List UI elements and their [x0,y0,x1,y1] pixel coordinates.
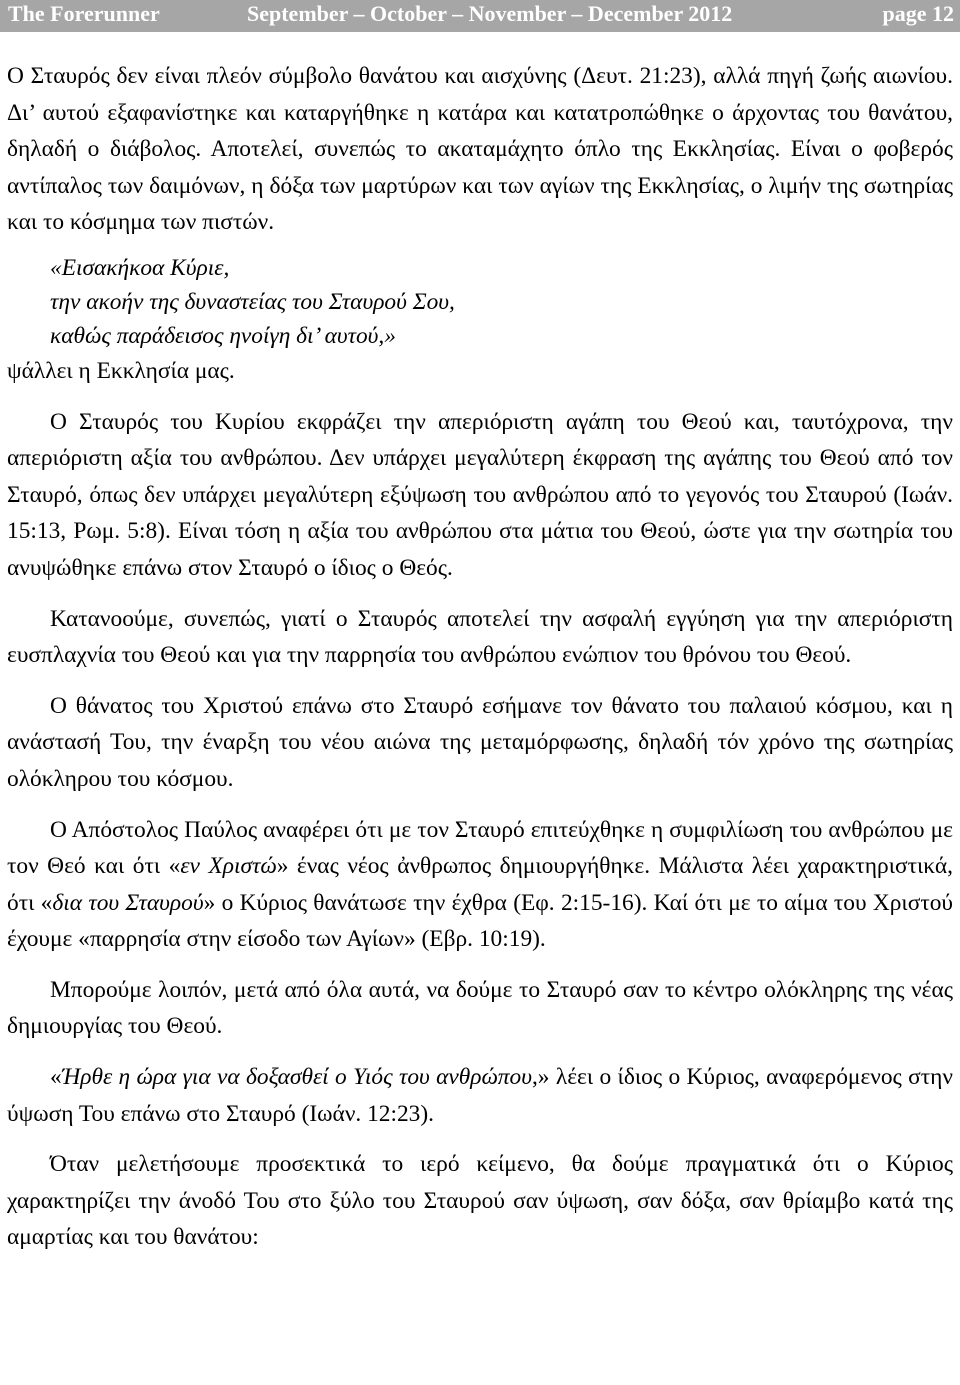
article-body [7,58,953,1256]
italic-phrase: δια του Σταυρού [52,889,204,916]
paragraph-4: Ο θάνατος του Χριστού επάνω στο Σταυρό εσήμανε τον θάνατο του παλαιού κόσμου, και η ανάστασή Του, την έναρξη του νέου αιώνα της μεταμόρφωσης, δηλαδή τόν χρόνο της σωτηρίας ολόκληρου του κόσμου. [7,692,953,792]
text-run: ,» λέει ο ίδιος ο Κύριος, αναφερόμενος στην ύψωση Του επάνω στο Σταυρό (Ιωάν. 12:23). [7,1064,953,1127]
paragraph-2: Ο Σταυρός του Κυρίου εκφράζει την απεριόριστη αγάπη του Θεού και, ταυτόχρονα, την απεριόριστη αξία του ανθρώπου. Δεν υπάρχει μεγαλύτερη έκφραση της αγάπης του Θεού από τον Σταυρό, όπως δεν υπάρχει μεγαλύτερη εξύψωση του ανθρώπου από το γεγονός του Σταυρού (Ιωάν. 15:13, Ρωμ. 5:8). Είναι τόση η αξία του ανθρώπου στα μάτια του Θεού, ώστε για την σωτηρία του ανυψώθηκε επάνω στον Σταυρό ο ίδιος ο Θεός. [7,408,953,581]
quote-line: «Εισακήκοα Κύριε, [50,254,230,281]
publication-title: The Forerunner [8,1,160,26]
page-number: page 12 [882,1,954,26]
italic-phrase: Ήρθε η ώρα για να δοξασθεί ο Υιός του ανθρώπου [61,1064,532,1091]
text-run: « [50,1064,62,1091]
quote-line: καθώς παράδεισος ηνοίγη δι’ αυτού,» [50,322,396,349]
paragraph-5 [7,812,953,958]
text-run: Ο Απόστολος Παύλος αναφέρει ότι με τον Σταυρό επιτεύχθηκε η συμφιλίωση του ανθρώπου με τον Θεό και ότι « [7,816,953,880]
hymn-quote [7,251,953,353]
text-run: » ένας νέος ἀνθρωπος δημιουργήθηκε. Μάλιστα λέει χαρακτηριστικά, ότι « [7,853,953,916]
paragraph-3: Κατανοούμε, συνεπώς, γιατί ο Σταυρός αποτελεί την ασφαλή εγγύηση για την απεριόριστη ευσπλαχνία του Θεού και για την παρρησία του ανθρώπου ενώπιον του θρόνου του Θεού. [7,605,953,669]
paragraph-8: Όταν μελετήσουμε προσεκτικά το ιερό κείμενο, θα δούμε πραγματικά ότι ο Κύριος χαρακτηρίζει την άνοδό Του στο ξύλο του Σταυρού σαν ύψωση, σαν δόξα, σαν θρίαμβο κατά της αμαρτίας και του θανάτου: [7,1151,953,1251]
issue-date: September – October – November – December 2012 [247,1,733,26]
page-header [0,0,960,32]
paragraph-7 [7,1059,953,1132]
quote-line: την ακοήν της δυναστείας του Σταυρού Σου, [50,288,455,315]
quote-attribution: ψάλλει η Εκκλησία μας. [7,357,235,384]
paragraph-1: Ο Σταυρός δεν είναι πλεόν σύμβολο θανάτου και αισχύνης (Δευτ. 21:23), αλλά πηγή ζωής αιωνίου. Δι’ αυτού εξαφανίστηκε και καταργήθηκε η κατάρα και κατατροπώθηκε ο άρχοντας του θανάτου, δηλαδή ο διάβολος. Αποτελεί, συνεπώς το ακαταμάχητο όπλο της Εκκλησίας. Είναι ο φοβερός αντίπαλος των δαιμόνων, η δόξα των μαρτύρων και των αγίων της Εκκλησίας, ο λιμήν της σωτηρίας και το κόσμημα των πιστών. [7,63,953,236]
text-run: » ο Κύριος θανάτωσε την έχθρα (Εφ. 2:15-16). Καί ότι με το αίμα του Χριστού έχουμε «παρρησία στην είσοδο των Αγίων» (Εβρ. 10:19). [7,889,954,953]
italic-phrase: εν Χριστώ [180,853,277,880]
paragraph-6: Μπορούμε λοιπόν, μετά από όλα αυτά, να δούμε το Σταυρό σαν το κέντρο ολόκληρης της νέας δημιουργίας του Θεού. [7,976,953,1040]
